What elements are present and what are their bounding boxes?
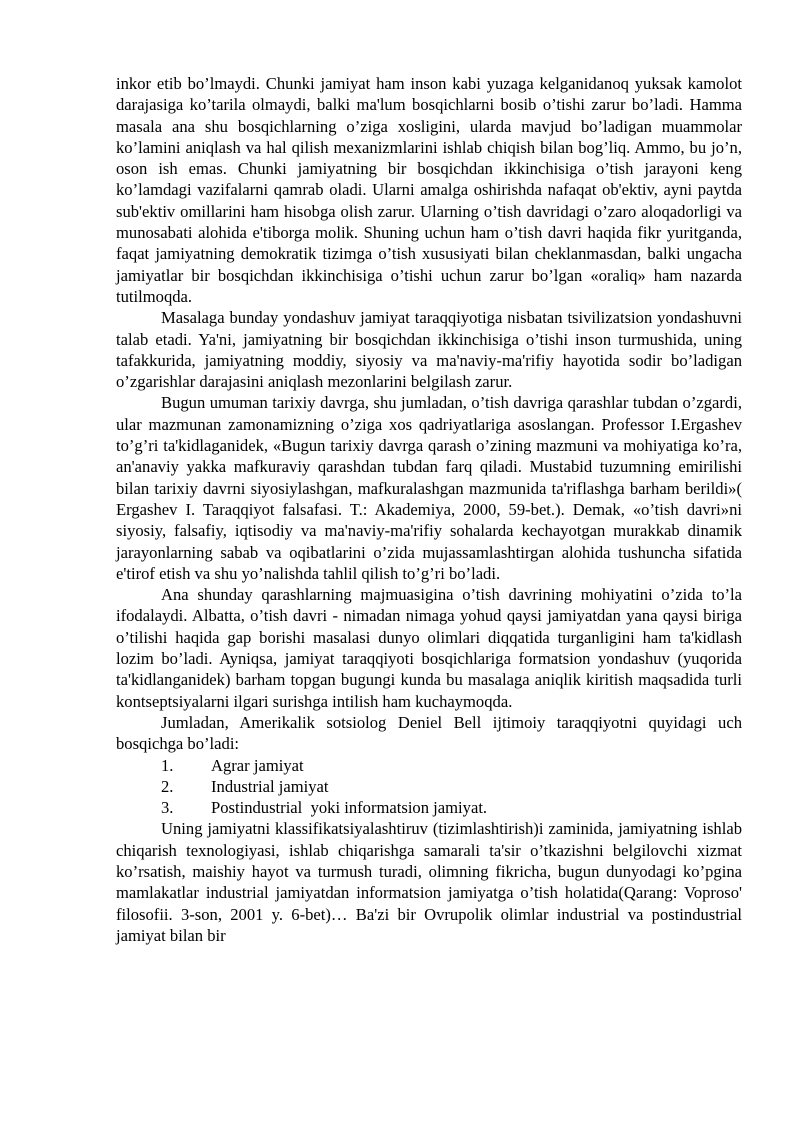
- list-item-text: Postindustrial yoki informatsion jamiyat.: [211, 798, 488, 818]
- list-item-text: Industrial jamiyat: [211, 776, 329, 796]
- list-item-text: Agrar jamiyat: [211, 755, 304, 775]
- paragraph-civilizational-approach: Masalaga bunday yondashuv jamiyat taraqqiyotiga nisbatan tsivilizatsion yondashuvni talab etadi. Ya'ni, jamiyatning bir bosqichdan ikkinchisiga o’tishi inson turmushida, uning tafakkurida, jamiyatning moddiy, siyosiy va ma'naviy-ma'rifiy hayotida sodir bo’ladigan o’zgarishlar darajasini aniqlash mezonlarini belgilash zarur.: [116, 308, 742, 392]
- paragraph-continuation: inkor etib bo’lmaydi. Chunki jamiyat ham inson kabi yuzaga kelganidanoq yuksak kamolot darajasiga ko’tarila olmaydi, balki ma'lum bosqichlarni bosib o’tishi zarur bo’ladi. Hamma masala ana shu bosqichlarning o’ziga xosligini, ularda mavjud bo’ladigan muammolar ko’lamini aniqlash va hal qilish mexanizmlarini ishlab chiqish bilan bog’liq. Ammo, bu jo’n, oson ish emas. Chunki jamiyatning bir bosqichdan ikkinchisiga o’tish jarayoni keng ko’lamdagi vazifalarni qamrab oladi. Ularni amalga oshirishda nafaqat ob'ektiv, ayni paytda sub'ektiv omillarini ham hisobga olish zarur. Ularning o’tish davridagi o’zaro aloqadorligi va munosabati alohida e'tiborga molik. Shuning uchun ham o’tish davri haqida fikr yuritganda, faqat jamiyatning demokratik tizimga o’tish xususiyati bilan cheklanmasdan, balki ungacha jamiyatlar bir bosqichdan ikkinchisiga o’tishi uchun zarur bo’lgan «oraliq» ham nazarda tutilmoqda.: [116, 74, 742, 306]
- paragraph-classification: Uning jamiyatni klassifikatsiyalashtiruv (tizimlashtirish)i zaminida, jamiyatning ishlab chiqarish texnologiyasi, ishlab chiqarishga samarali ta'sir o’tkazishni belgilovchi xizmat ko’rsatish, maishiy hayot va turmush turadi, olimning fikricha, bugun dunyodagi ko’pgina mamlakatlar industrial jamiyatdan informatsion jamiyatga o’tish holatida(Qarang: Voproso' filosofii. 3-son, 2001 y. 6-bet)… Ba'zi bir Ovrupolik olimlar industrial va postindustrial jamiyat bilan bir: [116, 819, 742, 945]
- stages-list: [116, 755, 742, 819]
- list-item: [116, 797, 742, 818]
- list-item-number: 1.: [161, 755, 174, 775]
- list-item: [116, 755, 742, 776]
- paragraph-historical-period: Bugun umuman tarixiy davrga, shu jumladan, o’tish davriga qarashlar tubdan o’zgardi, ular mazmunan zamonamizning o’ziga xos qadriyatlariga asoslangan. Professor I.Ergashev to’g’ri ta'kidlaganidek, «Bugun tarixiy davrga qarash o’zining mazmuni va mohiyatiga ko’ra, an'anaviy yakka mafkuraviy qarashdan tubdan farq qiladi. Mustabid tuzumning emirilishi bilan tarixiy davrni siyosiylashgan, mafkuralashgan mazmunida ta'riflashga barham berildi»( Ergashev I. Taraqqiyot falsafasi. T.: Akademiya, 2000, 59-bet.). Demak, «o’tish davri»ni siyosiy, falsafiy, iqtisodiy va ma'naviy-ma'rifiy sohalarda kechayotgan murakkab dinamik jarayonlarning sabab va oqibatlarini o’zida mujassamlashtirgan alohida tushuncha sifatida e'tirof etish va shu yo’nalishda tahlil qilish to’g’ri bo’ladi.: [116, 393, 742, 583]
- list-item-number: 2.: [161, 776, 174, 796]
- paragraph-transition-essence: Ana shunday qarashlarning majmuasigina o’tish davrining mohiyatini o’zida to’la ifodalaydi. Albatta, o’tish davri - nimadan nimaga yohud qaysi jamiyatdan yana qaysi biriga o’tilishi haqida gap borishi masalasi dunyo olimlari diqqatida turganligini ham ta'kidlash lozim bo’ladi. Ayniqsa, jamiyat taraqqiyoti bosqichlariga formatsion yondashuv (yuqorida ta'kidlanganidek) barham topgan bugungi kunda bu masalaga aniqlik kiritish maqsadida turli kontseptsiyalarni ilgari surishga intilish ham kuchaymoqda.: [116, 585, 742, 711]
- document-page: [116, 73, 742, 946]
- list-item-number: 3.: [161, 798, 174, 818]
- list-item: [116, 776, 742, 797]
- paragraph-bell-stages-intro: Jumladan, Amerikalik sotsiolog Deniel Bell ijtimoiy taraqqiyotni quyidagi uch bosqichga bo’ladi:: [116, 712, 742, 754]
